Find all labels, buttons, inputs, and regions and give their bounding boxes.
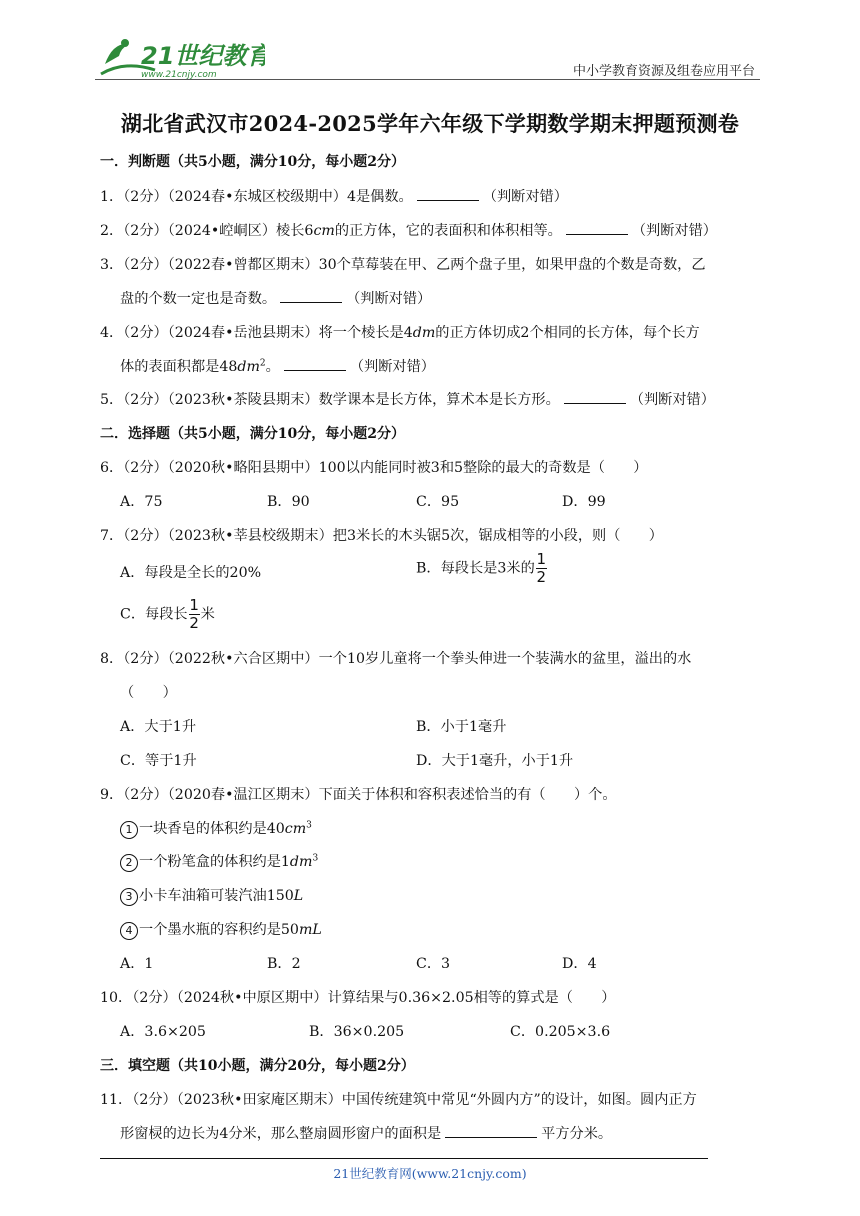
question-6 bbox=[100, 457, 647, 477]
statement-text: 一个粉笔盒的体积约是1 bbox=[139, 854, 290, 870]
option-c[interactable]: C．3 bbox=[416, 956, 451, 972]
section-heading-judge: 一．判断题（共5小题，满分10分，每小题2分） bbox=[100, 154, 405, 170]
question-text: 体的表面积都是48 bbox=[120, 359, 238, 375]
header-platform-name: 中小学教育资源及组卷应用平台 bbox=[572, 64, 755, 79]
question-text: （2分）（2024春•东城区校级期中）4是偶数。 bbox=[123, 189, 413, 205]
circled-number: 4 bbox=[120, 922, 138, 940]
unit-text: mL bbox=[298, 922, 322, 938]
question-number: 8． bbox=[100, 651, 124, 667]
answer-blank[interactable] bbox=[564, 389, 626, 404]
option-b[interactable]: B．90 bbox=[267, 494, 310, 510]
question-tail: （判断对错） bbox=[346, 291, 432, 307]
question-tail: （判断对错） bbox=[349, 359, 435, 375]
question-tail: （判断对错） bbox=[631, 223, 717, 239]
fraction bbox=[189, 598, 200, 631]
statement-text: 一块香皂的体积约是40 bbox=[139, 821, 285, 837]
site-logo bbox=[95, 34, 265, 82]
question-5 bbox=[100, 389, 715, 409]
question-number: 2． bbox=[100, 223, 124, 239]
statement-text: 小卡车油箱可装汽油150 bbox=[139, 888, 294, 904]
unit-text: cm bbox=[313, 223, 335, 239]
exponent: 2 bbox=[259, 358, 266, 369]
logo-text: 21世纪教育 bbox=[141, 42, 265, 70]
question-text: 形窗棂的边长为4分米，那么整扇圆形窗户的面积是 bbox=[120, 1126, 442, 1142]
option-c[interactable] bbox=[120, 598, 215, 631]
question-11 bbox=[100, 1089, 697, 1109]
exponent: 3 bbox=[312, 853, 319, 864]
statement-item bbox=[120, 818, 312, 839]
question-7 bbox=[100, 525, 663, 545]
header-divider bbox=[95, 79, 760, 80]
question-4-cont bbox=[120, 356, 435, 376]
exponent: 3 bbox=[306, 820, 312, 831]
question-11-cont bbox=[120, 1123, 612, 1143]
option-text: B．每段长是3米的 bbox=[416, 560, 535, 577]
section-heading-fill: 三．填空题（共10小题，满分20分，每小题2分） bbox=[100, 1058, 415, 1074]
question-text: （2分）（2024秋•中原区期中）计算结果与0.36×2.05相等的算式是（ ） bbox=[132, 990, 616, 1006]
question-8-cont: （ ） bbox=[120, 685, 177, 701]
option-d[interactable]: D．4 bbox=[562, 956, 597, 972]
option-a[interactable]: A．大于1升 bbox=[120, 719, 197, 735]
question-number: 5． bbox=[100, 392, 124, 408]
question-2 bbox=[100, 220, 717, 240]
fraction bbox=[536, 552, 547, 585]
question-number: 1． bbox=[100, 189, 124, 205]
question-number: 3． bbox=[100, 257, 124, 273]
unit-text: L bbox=[293, 888, 304, 904]
question-number: 4． bbox=[100, 325, 124, 341]
option-text: 米 bbox=[200, 606, 215, 623]
question-tail: （判断对错） bbox=[482, 189, 568, 205]
option-b[interactable]: B．小于1毫升 bbox=[416, 719, 507, 735]
question-text: （2分）（2022秋•六合区期中）一个10岁儿童将一个拳头伸进一个装满水的盆里，溢出的水 bbox=[123, 651, 692, 667]
question-8 bbox=[100, 648, 691, 668]
fraction-numerator: 1 bbox=[536, 550, 547, 568]
question-text: （2分）（2023秋•田家庵区期末）中国传统建筑中常见“外圆内方”的设计，如图。圆内正方 bbox=[132, 1092, 697, 1108]
question-number: 7． bbox=[100, 528, 124, 544]
unit-text: dm bbox=[289, 854, 313, 870]
option-a[interactable]: A．每段是全长的20% bbox=[120, 565, 262, 581]
question-4 bbox=[100, 322, 700, 342]
option-text: C．每段长 bbox=[120, 606, 188, 623]
question-text: （2分）（2020秋•略阳县期中）100以内能同时被3和5整除的最大的奇数是（ ） bbox=[123, 460, 648, 476]
answer-blank[interactable] bbox=[445, 1123, 537, 1138]
option-a[interactable]: A．75 bbox=[120, 494, 163, 510]
unit-text: dm bbox=[237, 359, 260, 375]
option-b[interactable]: B．2 bbox=[267, 956, 301, 972]
question-text: （2分）（2020春•温江区期末）下面关于体积和容积表述恰当的有（ ）个。 bbox=[123, 787, 617, 803]
option-d[interactable]: D．大于1毫升，小于1升 bbox=[416, 753, 574, 769]
statement-item bbox=[120, 919, 322, 940]
section-heading-choice: 二．选择题（共5小题，满分10分，每小题2分） bbox=[100, 426, 405, 442]
question-9 bbox=[100, 784, 617, 804]
question-text: （2分）（2023秋•莘县校级期末）把3米长的木头锯5次，锯成相等的小段，则（ ） bbox=[123, 528, 663, 544]
option-c[interactable]: C．0.205×3.6 bbox=[510, 1024, 611, 1040]
question-text: 的正方体切成2个相同的长方体，每个长方 bbox=[435, 325, 700, 341]
question-text: （2分）（2023秋•茶陵县期末）数学课本是长方体，算术本是长方形。 bbox=[123, 392, 560, 408]
option-c[interactable]: C．95 bbox=[416, 494, 460, 510]
page-title: 湖北省武汉市2024-2025学年六年级下学期数学期末押题预测卷 bbox=[120, 111, 740, 136]
question-text: 平方分米。 bbox=[541, 1126, 613, 1142]
question-1 bbox=[100, 186, 568, 206]
question-number: 10． bbox=[100, 990, 133, 1006]
answer-blank[interactable] bbox=[284, 356, 346, 371]
option-c[interactable]: C．等于1升 bbox=[120, 753, 197, 769]
statement-item bbox=[120, 885, 303, 906]
option-a[interactable]: A．3.6×205 bbox=[120, 1024, 206, 1040]
unit-text: dm bbox=[412, 325, 436, 341]
answer-blank[interactable] bbox=[280, 288, 342, 303]
question-number: 9． bbox=[100, 787, 124, 803]
question-text: 。 bbox=[265, 359, 280, 375]
question-number: 11． bbox=[100, 1092, 133, 1108]
fraction-denominator: 2 bbox=[189, 614, 199, 632]
question-text: （2分）（2024春•岳池县期末）将一个棱长是4 bbox=[123, 325, 413, 341]
option-d[interactable]: D．99 bbox=[562, 494, 606, 510]
footer-divider bbox=[100, 1158, 708, 1159]
footer-text: 21世纪教育网(www.21cnjy.com) bbox=[333, 1166, 527, 1181]
logo-url: www.21cnjy.com bbox=[141, 70, 217, 80]
circled-number: 1 bbox=[120, 821, 138, 839]
statement-text: 一个墨水瓶的容积约是50 bbox=[139, 922, 299, 938]
answer-blank[interactable] bbox=[566, 220, 628, 235]
option-b[interactable]: B．36×0.205 bbox=[309, 1024, 405, 1040]
question-text: （2分）（2022春•曾都区期末）30个草莓装在甲、乙两个盘子里，如果甲盘的个数是奇数，乙 bbox=[123, 257, 706, 273]
fraction-numerator: 1 bbox=[189, 596, 199, 614]
statement-item bbox=[120, 851, 318, 872]
question-number: 6． bbox=[100, 460, 124, 476]
fraction-denominator: 2 bbox=[536, 568, 547, 586]
unit-text: cm bbox=[284, 821, 307, 837]
answer-blank[interactable] bbox=[417, 186, 479, 201]
question-text: 盘的个数一定也是奇数。 bbox=[120, 291, 277, 307]
option-b[interactable] bbox=[416, 552, 548, 585]
question-text: 的正方体，它的表面积和体积相等。 bbox=[334, 223, 562, 239]
circled-number: 3 bbox=[120, 888, 138, 906]
question-3 bbox=[100, 254, 706, 274]
circled-number: 2 bbox=[120, 854, 138, 872]
question-text: （2分）（2024•崆峒区）棱长6 bbox=[123, 223, 314, 239]
question-10 bbox=[100, 987, 616, 1007]
question-3-cont bbox=[120, 288, 431, 308]
question-tail: （判断对错） bbox=[629, 392, 715, 408]
option-a[interactable]: A．1 bbox=[120, 956, 154, 972]
